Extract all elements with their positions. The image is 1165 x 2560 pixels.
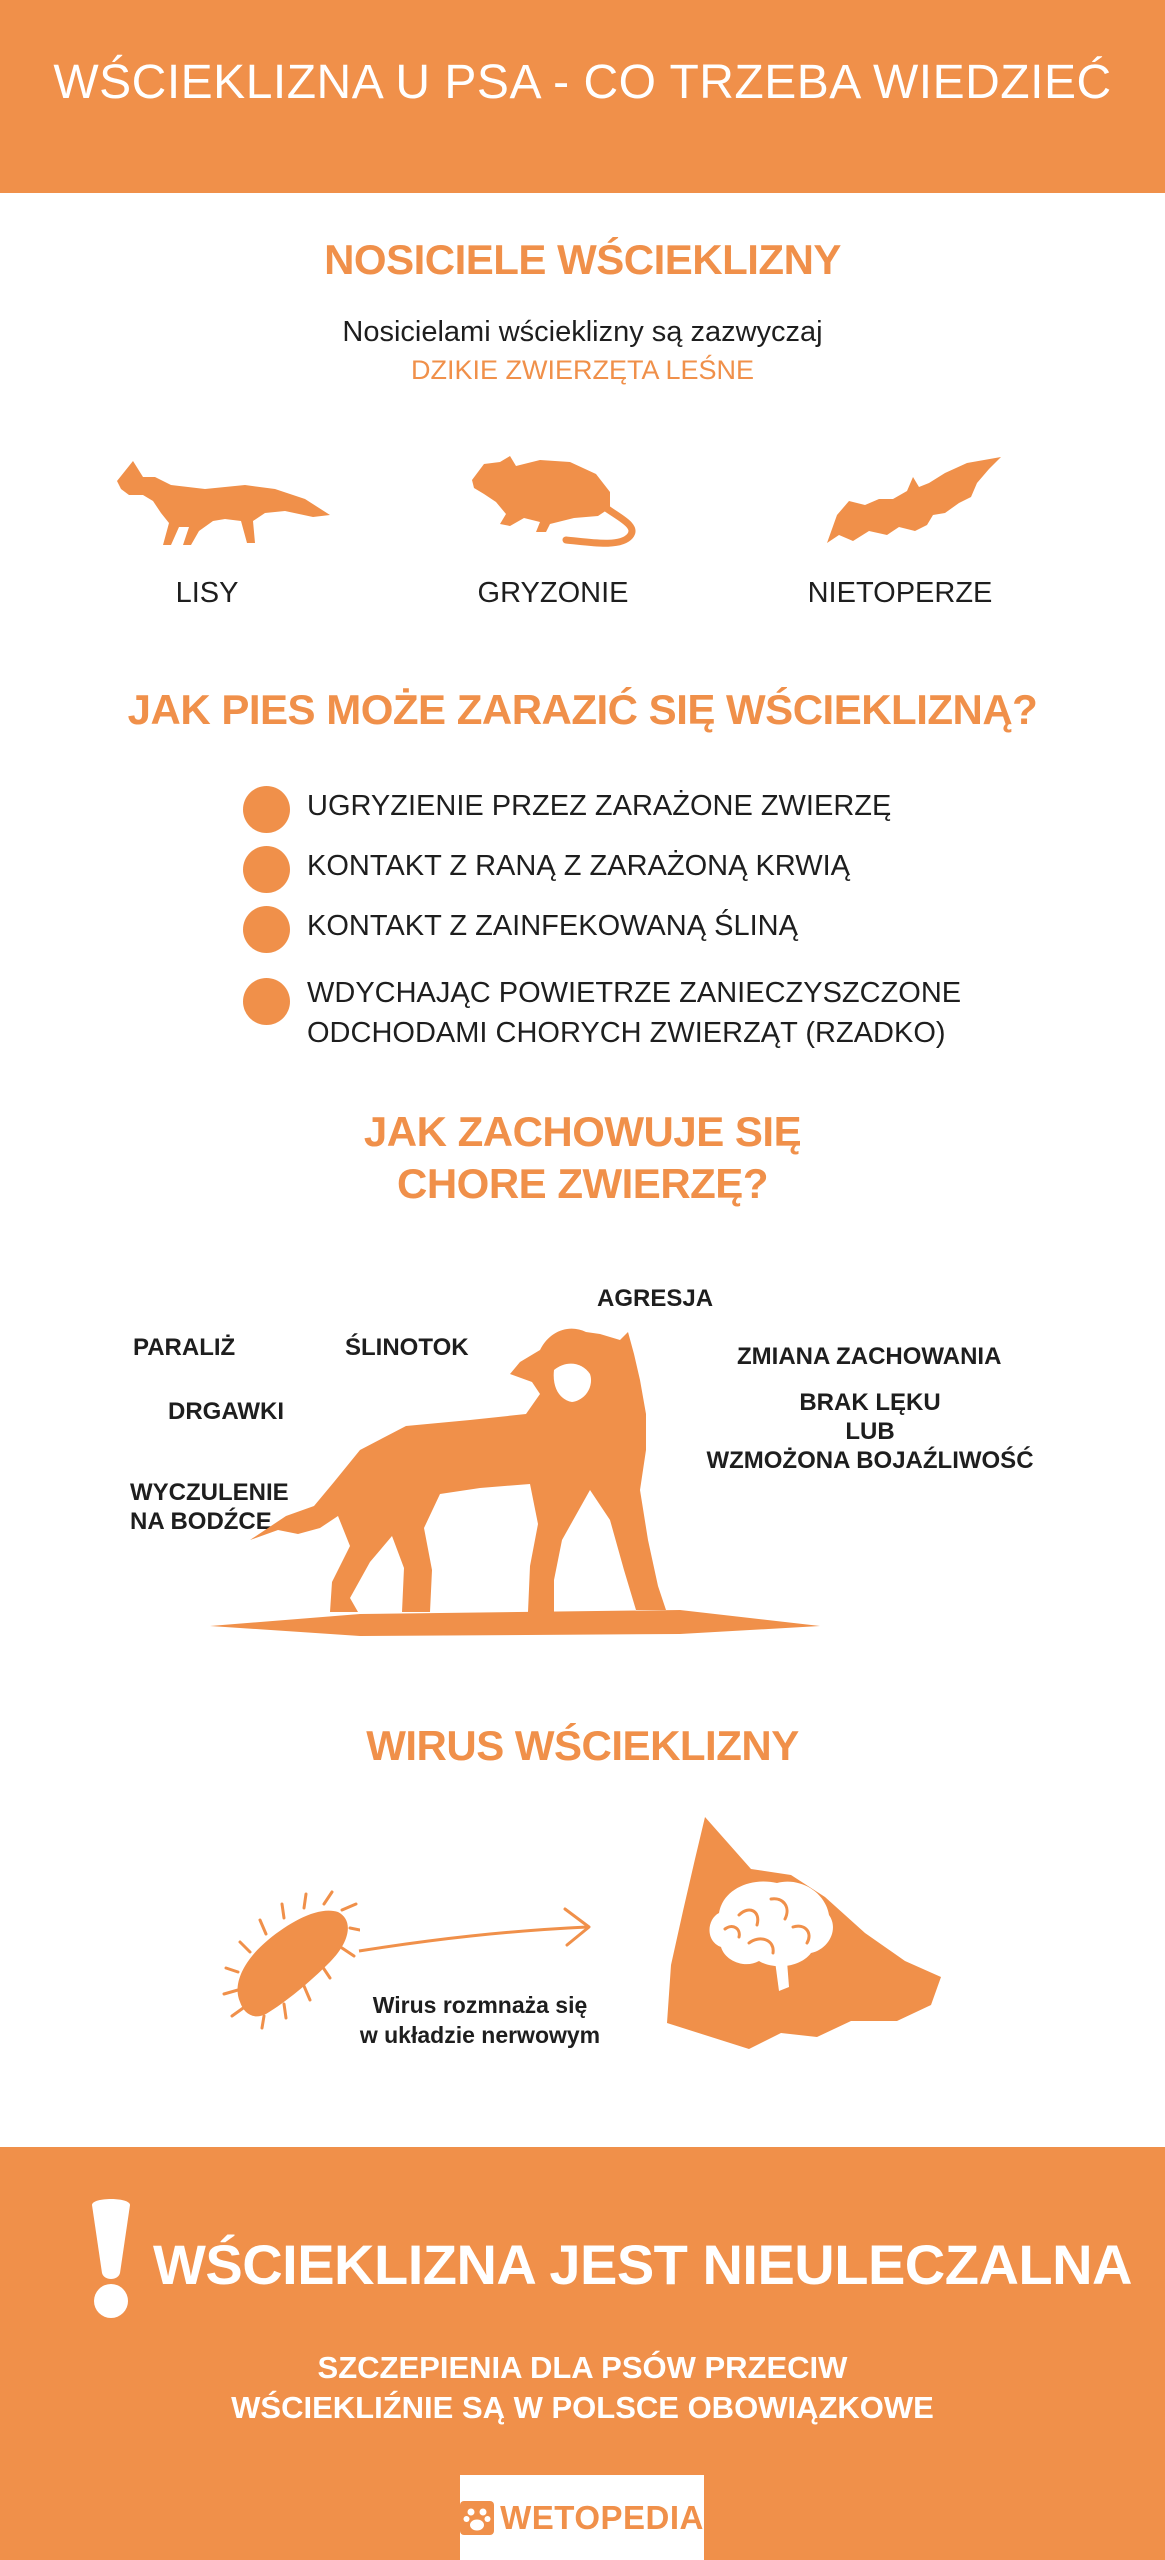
virus-title: WIRUS WŚCIEKLIZNY — [366, 1722, 799, 1769]
dog-head-brain-icon — [665, 1815, 945, 2050]
bullet-dot — [243, 906, 290, 953]
page-title: WŚCIEKLIZNA U PSA - CO TRZEBA WIEDZIEĆ — [53, 56, 1112, 109]
bat-icon — [825, 455, 1005, 550]
symptom-brak-leku: BRAK LĘKU — [799, 1389, 941, 1416]
brand-logo — [460, 2475, 704, 2560]
symptom-paraliz: PARALIŻ — [133, 1334, 236, 1361]
footer-subtext — [0, 2348, 1165, 2428]
carriers-intro-highlight: DZIKIE ZWIERZĘTA LEŚNE — [410, 355, 755, 385]
bullet-dot — [243, 978, 290, 1025]
carriers-intro: Nosicielami wścieklizny są zazwyczaj — [342, 316, 823, 348]
virus-caption-line1: Wirus rozmnaża się — [372, 1992, 588, 2018]
fox-icon — [115, 455, 335, 550]
list-item — [243, 786, 891, 833]
rodent-icon — [470, 452, 640, 552]
behavior-title — [0, 1106, 1165, 1210]
list-item-text-line1: WDYCHAJĄC POWIETRZE ZANIECZYSZCZONE — [307, 977, 962, 1009]
list-item-text: KONTAKT Z RANĄ Z ZARAŻONĄ KRWIĄ — [307, 850, 850, 882]
symptom-wyczulenie-line2: NA BODŹCE — [130, 1508, 272, 1535]
symptom-drgawki: DRGAWKI — [168, 1398, 284, 1425]
list-item-text-line2: ODCHODAMI CHORYCH ZWIERZĄT (RZADKO) — [307, 1017, 946, 1049]
infection-title: JAK PIES MOŻE ZARAZIĆ SIĘ WŚCIEKLIZNĄ? — [127, 686, 1038, 733]
list-item-text — [307, 973, 961, 1053]
animal-label-fox: LISY — [175, 577, 239, 609]
symptom-lub: LUB — [845, 1418, 895, 1445]
list-item — [243, 846, 850, 893]
list-item — [243, 973, 961, 1053]
animal-label-bat: NIETOPERZE — [807, 577, 993, 609]
footer-subtext-line1: SZCZEPIENIA DLA PSÓW PRZECIW — [317, 2350, 848, 2385]
logo-text: WETOPEDIA — [500, 2498, 704, 2536]
dog-icon — [210, 1310, 830, 1640]
bullet-dot — [243, 846, 290, 893]
virus-caption — [330, 1990, 630, 2050]
virus-caption-line2: w układzie nerwowym — [359, 2022, 601, 2048]
arrow-icon — [355, 1905, 595, 1965]
behavior-title-line2: CHORE ZWIERZĘ? — [397, 1160, 768, 1207]
behavior-title-line1: JAK ZACHOWUJE SIĘ — [363, 1108, 802, 1155]
symptom-zmiana: ZMIANA ZACHOWANIA — [737, 1343, 1002, 1370]
list-item — [243, 906, 798, 953]
list-item-text: UGRYZIENIE PRZEZ ZARAŻONE ZWIERZĘ — [307, 790, 892, 822]
paw-icon — [460, 2501, 494, 2535]
animal-label-rodent: GRYZONIE — [477, 577, 629, 609]
symptom-slinotok: ŚLINOTOK — [345, 1334, 469, 1361]
footer-subtext-line2: WŚCIEKLIŹNIE SĄ W POLSCE OBOWIĄZKOWE — [231, 2390, 934, 2425]
header-banner — [0, 0, 1165, 193]
symptom-wyczulenie-line1: WYCZULENIE — [130, 1479, 289, 1506]
exclamation-icon — [88, 2195, 134, 2320]
footer-headline: WŚCIEKLIZNA JEST NIEULECZALNA — [153, 2233, 1132, 2296]
symptom-agresja: AGRESJA — [597, 1285, 714, 1312]
carriers-title: NOSICIELE WŚCIEKLIZNY — [324, 236, 841, 283]
bullet-dot — [243, 786, 290, 833]
symptom-bojazliwosc: WZMOŻONA BOJAŹLIWOŚĆ — [706, 1447, 1034, 1474]
list-item-text: KONTAKT Z ZAINFEKOWANĄ ŚLINĄ — [307, 910, 798, 942]
